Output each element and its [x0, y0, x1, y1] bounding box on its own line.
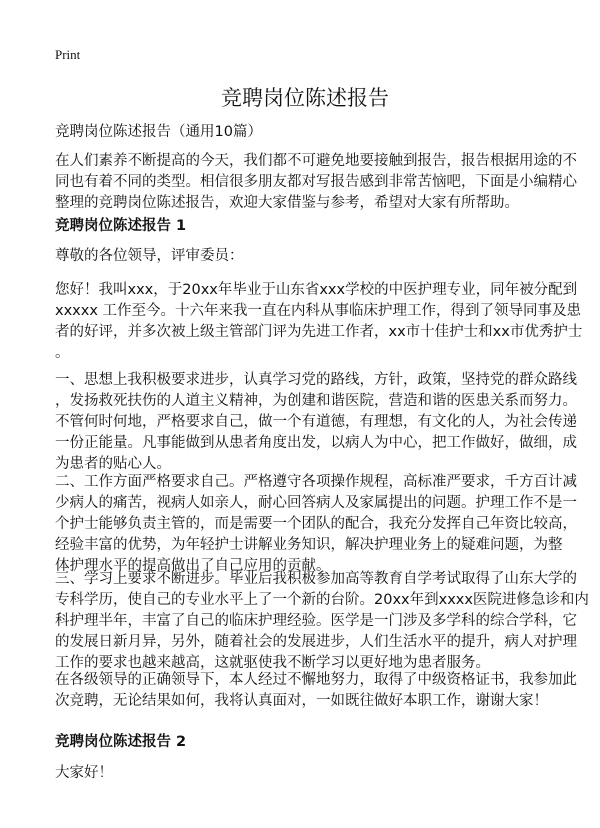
text-line: 工作的要求也越来越高，这就驱使我不断学习以更好地为患者服务。	[55, 655, 490, 671]
section-2-heading: 竞聘岗位陈述报告 2	[55, 734, 187, 750]
text-line: 者的好评，并多次被上级主管部门评为先进工作者，xx市十佳护士和xx市优秀护士	[55, 324, 583, 340]
intro-paragraph	[55, 151, 577, 214]
text-line: 一、思想上我积极要求进步，认真学习党的路线，方针，政策，坚持党的群众路线	[55, 372, 577, 388]
text-line: 不管何时何地，严格要求自己，做一个有道德，有理想，有文化的人，为社会传递	[55, 414, 577, 430]
text-line: 次竞聘，无论结果如何，我将认真面对，一如既往做好本职工作，谢谢大家！	[55, 693, 548, 709]
text-line: 少病人的痛苦，视病人如亲人，耐心回答病人及家属提出的问题。护理工作不是一	[55, 495, 577, 511]
text-line: 专科学历，使自己的专业水平上了一个新的台阶。20xx年到xxxx医院进修急诊和内	[55, 592, 589, 608]
text-line: ，发扬救死扶伤的人道主义精神，为创建和谐医院，营造和谐的医患关系而努力。	[55, 393, 577, 409]
text-line: 您好！我叫xxx，于20xx年毕业于山东省xxx学校的中医护理专业，同年被分配到	[55, 282, 578, 298]
text-line: 整理的竞聘岗位陈述报告，欢迎大家借鉴与参考，希望对大家有所帮助。	[55, 195, 519, 211]
text-line: 同也有着不同的类型。相信很多朋友都对写报告感到非常苦恼吧，下面是小编精心	[55, 174, 577, 190]
text-line: 一份正能量。凡事能做到从患者角度出发，以病人为中心，把工作做好，做细，成	[55, 435, 577, 451]
paragraph-thought	[55, 370, 577, 475]
text-line: 经验丰富的优势，为年轻护士讲解业务知识，解决护理业务上的疑难问题，为整	[55, 537, 563, 553]
paragraph-study	[55, 569, 589, 674]
document-title: 竞聘岗位陈述报告	[221, 86, 389, 110]
document-subtitle: 竞聘岗位陈述报告（通用10篇）	[55, 124, 262, 140]
text-line: 二、工作方面严格要求自己。严格遵守各项操作规程，高标准严要求，千方百计减	[55, 474, 577, 490]
text-line: 的发展日新月异，另外，随着社会的发展进步，人们生活水平的提升，病人对护理	[55, 634, 577, 650]
paragraph-intro-self	[55, 280, 582, 364]
greeting-text: 尊敬的各位领导，评审委员：	[55, 248, 244, 264]
text-line: 。	[55, 345, 70, 361]
greeting-text: 大家好！	[55, 765, 113, 781]
greeting-paragraph	[55, 246, 244, 267]
section-2-greeting	[55, 763, 113, 784]
text-line: 三、学习上要求不断进步。毕业后我积极参加高等教育自学考试取得了山东大学的	[55, 571, 577, 587]
text-line: 在人们素养不断提高的今天，我们都不可避免地要接触到报告，报告根据用途的不	[55, 153, 577, 169]
text-line: 为患者的贴心人。	[55, 456, 171, 472]
text-line: 在各级领导的正确领导下，本人经过不懈地努力，取得了中级资格证书，我参加此	[55, 672, 577, 688]
text-line: xxxxx 工作至今。十六年来我一直在内科从事临床护理工作，得到了领导同事及患	[55, 303, 582, 319]
print-link[interactable]: Print	[55, 47, 81, 62]
text-line: 个护士能够负责主管的，而是需要一个团队的配合，我充分发挥自己年资比较高，	[55, 516, 577, 532]
paragraph-work	[55, 472, 577, 577]
paragraph-closing	[55, 670, 577, 712]
section-1-heading: 竞聘岗位陈述报告 1	[55, 218, 187, 234]
text-line: 科护理半年，丰富了自己的临床护理经验。医学是一门涉及多学科的综合学科，它	[55, 613, 577, 629]
text-line: 体护理水平的提高做出了自己应用的贡献。	[55, 558, 331, 574]
